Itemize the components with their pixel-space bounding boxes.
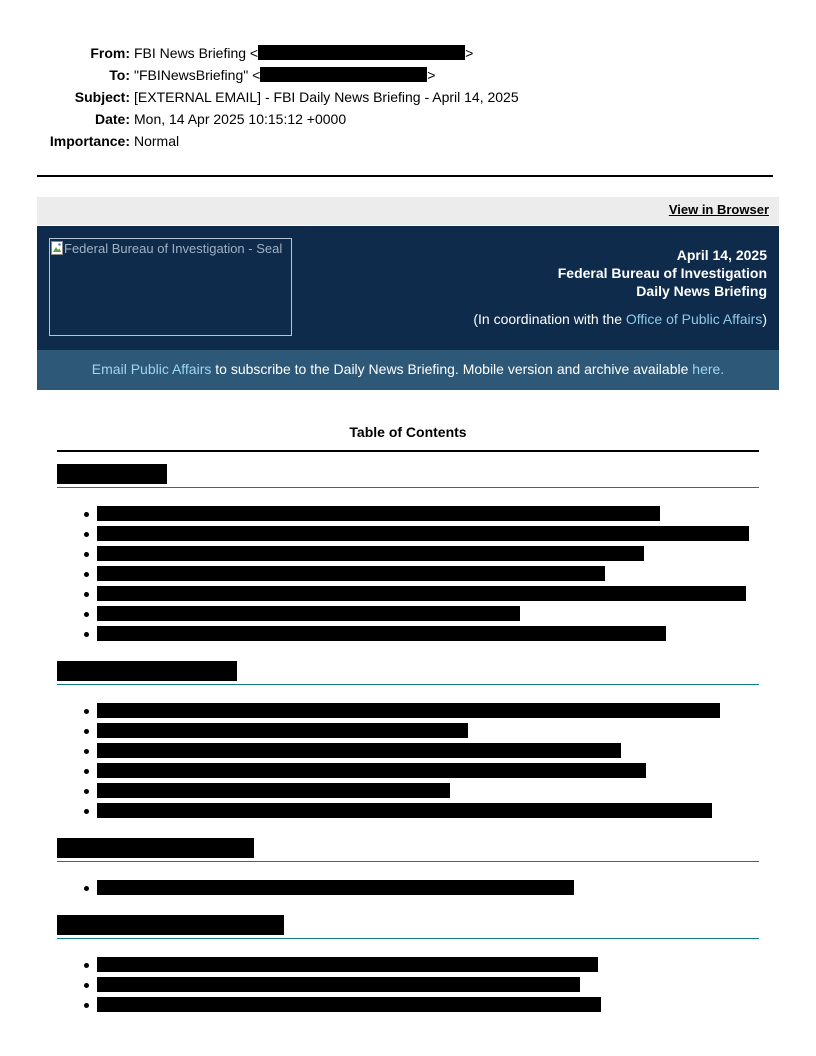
redacted-toc-item[interactable]: [97, 783, 450, 798]
briefing-banner: [37, 226, 779, 350]
subject-value: [EXTERNAL EMAIL] - FBI Daily News Briefing - April 14, 2025: [134, 89, 519, 105]
importance-row: [0, 132, 816, 154]
subject-label: Subject:: [74, 89, 130, 105]
subscribe-bar: [37, 350, 779, 390]
list-bullet: [84, 963, 89, 968]
view-in-browser-bar: [37, 197, 779, 225]
archive-here-link[interactable]: here.: [692, 361, 725, 377]
coordination-note: (In coordination with the Office of Public Affairs): [473, 311, 767, 327]
redacted-toc-item[interactable]: [97, 546, 644, 561]
redacted-toc-item[interactable]: [97, 606, 520, 621]
toc-title: Table of Contents: [349, 424, 467, 440]
toc-divider: [57, 450, 759, 452]
to-label: To:: [109, 67, 130, 83]
date-label: Date:: [94, 111, 130, 127]
broken-image-icon: [51, 241, 63, 255]
list-bullet: [84, 592, 89, 597]
list-bullet: [84, 809, 89, 814]
list-bullet: [84, 983, 89, 988]
list-bullet: [84, 632, 89, 637]
redacted-section-heading[interactable]: [57, 838, 254, 858]
redacted-section-heading[interactable]: [57, 661, 237, 681]
list-bullet: [84, 749, 89, 754]
list-bullet: [84, 789, 89, 794]
redacted-toc-item[interactable]: [97, 703, 720, 718]
to-value: "FBINewsBriefing" < >: [134, 67, 436, 83]
redacted-toc-item[interactable]: [97, 526, 749, 541]
redacted-section-heading[interactable]: [57, 915, 284, 935]
list-bullet: [84, 1003, 89, 1008]
date-value: Mon, 14 Apr 2025 10:15:12 +0000: [134, 111, 347, 127]
redacted-toc-item[interactable]: [97, 586, 746, 601]
redacted-toc-item[interactable]: [97, 566, 605, 581]
list-bullet: [84, 886, 89, 891]
list-bullet: [84, 552, 89, 557]
redacted-toc-item[interactable]: [97, 626, 666, 641]
from-value: FBI News Briefing < >: [134, 45, 474, 61]
briefing-title: Daily News Briefing: [636, 283, 767, 299]
redacted-email: [258, 45, 465, 60]
email-public-affairs-link[interactable]: Email Public Affairs: [91, 361, 212, 377]
section-divider: [57, 861, 759, 862]
from-row: [0, 44, 816, 66]
office-public-affairs-link[interactable]: Office of Public Affairs: [625, 311, 763, 327]
redacted-toc-item[interactable]: [97, 743, 621, 758]
briefing-info: [473, 246, 767, 328]
email-header: [0, 44, 816, 154]
section-divider: [57, 938, 759, 939]
list-bullet: [84, 612, 89, 617]
to-row: [0, 66, 816, 88]
redacted-section-heading[interactable]: [57, 464, 167, 484]
redacted-toc-item[interactable]: [97, 957, 598, 972]
list-bullet: [84, 729, 89, 734]
importance-label: Importance:: [49, 133, 130, 149]
date-row: [0, 110, 816, 132]
subscribe-text: to subscribe to the Daily News Briefing. Mobile version and archive available: [211, 361, 693, 377]
redacted-toc-item[interactable]: [97, 803, 712, 818]
section-divider: [57, 684, 759, 685]
from-label: From:: [90, 45, 130, 61]
list-bullet: [84, 769, 89, 774]
list-bullet: [84, 512, 89, 517]
redacted-toc-item[interactable]: [97, 723, 468, 738]
redacted-toc-item[interactable]: [97, 880, 574, 895]
section-divider: [57, 487, 759, 488]
subject-row: [0, 88, 816, 110]
redacted-toc-item[interactable]: [97, 506, 660, 521]
view-in-browser-link[interactable]: View in Browser: [668, 202, 769, 217]
redacted-toc-item[interactable]: [97, 997, 601, 1012]
seal-alt-text: Federal Bureau of Investigation - Seal: [64, 241, 283, 256]
redacted-toc-item[interactable]: [97, 763, 646, 778]
briefing-org: Federal Bureau of Investigation: [557, 265, 767, 281]
list-bullet: [84, 532, 89, 537]
header-divider: [37, 175, 773, 177]
redacted-email: [260, 67, 427, 82]
importance-value: Normal: [134, 133, 180, 149]
list-bullet: [84, 572, 89, 577]
list-bullet: [84, 709, 89, 714]
redacted-toc-item[interactable]: [97, 977, 580, 992]
briefing-date: April 14, 2025: [676, 247, 767, 263]
seal-image-placeholder: [49, 238, 292, 336]
